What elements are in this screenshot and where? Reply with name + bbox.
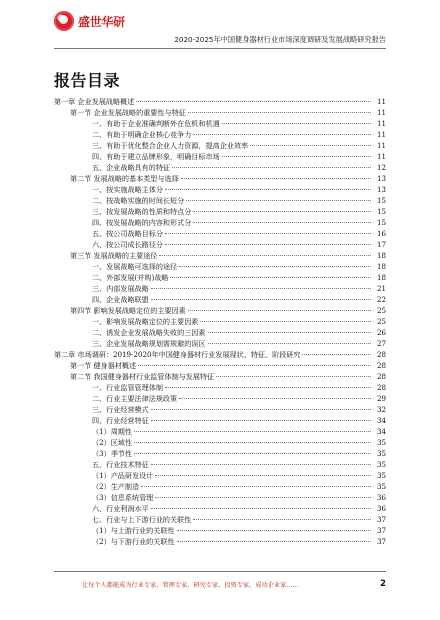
toc-leader-dots — [177, 530, 371, 531]
toc-entry[interactable] — [54, 437, 386, 448]
toc-entry-title: 一、发展战略可选择的途径 — [92, 262, 178, 271]
toc-page-number: 26 — [372, 327, 386, 338]
toc-entry[interactable] — [54, 316, 386, 327]
toc-entry[interactable] — [54, 96, 386, 107]
toc-page-number: 13 — [372, 184, 386, 195]
toc-page-number: 25 — [372, 316, 386, 327]
toc-leader-dots — [172, 167, 371, 168]
toc-page-number: 32 — [372, 404, 386, 415]
toc-entry-title: 三、有助于优化整合企业人力资源，提高企业效率 — [92, 141, 249, 150]
toc-entry[interactable] — [54, 250, 386, 261]
toc-page-number: 27 — [372, 338, 386, 349]
toc-page-number: 28 — [372, 371, 386, 382]
toc-entry-title: 四、企业战略联盟 — [92, 295, 149, 304]
toc-entry-title: 三、内部发展战略 — [92, 284, 149, 293]
toc-leader-dots — [165, 387, 371, 388]
toc-leader-dots — [216, 376, 371, 377]
toc-entry-title: 四、行业经营特征 — [92, 416, 149, 425]
page-header — [54, 8, 386, 56]
toc-entry-title: 第一章 企业发展战略概述 — [54, 97, 135, 106]
toc-entry-title: 第四节 影响发展战略定位的主要因素 — [70, 306, 186, 315]
toc-page-number: 28 — [372, 349, 386, 360]
toc-entry[interactable] — [54, 536, 386, 547]
toc-entry-title: （3）季节性 — [92, 449, 132, 458]
toc-page-number: 35 — [372, 470, 386, 481]
toc-entry-title: 一、影响发展战略定位的主要因素 — [92, 317, 199, 326]
toc-entry[interactable] — [54, 360, 386, 371]
toc-leader-dots — [181, 178, 371, 179]
logo-text: 盛世华研 — [78, 14, 125, 29]
toc-entry[interactable] — [54, 404, 386, 415]
toc-leader-dots — [155, 475, 371, 476]
toc-leader-dots — [141, 486, 371, 487]
toc-leader-dots — [165, 233, 371, 234]
report-title: 2020-2025年中国健身器材行业市场深度调研及发展战略研究报告 — [174, 35, 386, 44]
toc-entry[interactable] — [54, 195, 386, 206]
toc-entry-title: （2）区域性 — [92, 438, 132, 447]
toc-leader-dots — [151, 464, 371, 465]
toc-page-number: 16 — [372, 228, 386, 239]
toc-entry-title: 第三节 发展战略的主要途径 — [70, 251, 158, 260]
toc-entry-title: 七、行业与上下游行业的关联性 — [92, 515, 192, 524]
toc-entry[interactable] — [54, 371, 386, 382]
toc-entry-title: 第二节 我国健身器材行业监管体制与发展特征 — [70, 372, 215, 381]
toc-entry-title: 一、有助于企业准确判断外在危机和机遇 — [92, 119, 220, 128]
toc-entry[interactable] — [54, 514, 386, 525]
toc-leader-dots — [179, 398, 371, 399]
page-number: 2 — [380, 578, 386, 588]
toc-leader-dots — [159, 255, 371, 256]
toc-entry-title: 二、外部发展(并购)战略 — [92, 273, 169, 282]
toc-entry[interactable] — [54, 503, 386, 514]
toc-page-number: 35 — [372, 459, 386, 470]
toc-page-number: 11 — [372, 96, 386, 107]
toc-leader-dots — [165, 244, 371, 245]
toc-leader-dots — [193, 211, 371, 212]
toc-entry[interactable] — [54, 129, 386, 140]
toc-page-number: 11 — [372, 151, 386, 162]
toc-entry-title: 五、企业战略具有的特征 — [92, 163, 171, 172]
toc-leader-dots — [222, 156, 371, 157]
toc-page-number: 35 — [372, 437, 386, 448]
toc-entry-title: 二、诱发企业发展战略失败的三因素 — [92, 328, 206, 337]
toc-page-number: 15 — [372, 206, 386, 217]
toc-page-number: 34 — [372, 415, 386, 426]
toc-entry-title: 六、按公司成长路径分 — [92, 240, 163, 249]
toc-leader-dots — [193, 222, 371, 223]
toc-entry[interactable] — [54, 118, 386, 129]
toc-entry[interactable] — [54, 415, 386, 426]
toc-page-number: 18 — [372, 272, 386, 283]
toc-leader-dots — [151, 288, 371, 289]
toc-entry[interactable] — [54, 206, 386, 217]
toc-leader-dots — [151, 409, 371, 410]
toc-leader-dots — [208, 343, 372, 344]
toc-entry-title: 一、行业监管管理体制 — [92, 383, 163, 392]
toc-leader-dots — [222, 123, 371, 124]
toc-entry[interactable] — [54, 459, 386, 470]
toc-entry[interactable] — [54, 173, 386, 184]
toc-page-number: 37 — [372, 525, 386, 536]
toc-leader-dots — [165, 189, 371, 190]
toc-page-number: 22 — [372, 294, 386, 305]
toc-page-number: 13 — [372, 173, 386, 184]
toc-page-number: 36 — [372, 503, 386, 514]
toc-page-number: 35 — [372, 448, 386, 459]
toc-leader-dots — [200, 321, 371, 322]
toc-leader-dots — [186, 200, 371, 201]
footer-slogan: 让每个人都能成为行业专家、管理专家、研究专家、投资专家、成功企业家…… — [82, 582, 299, 589]
toc-entry[interactable] — [54, 107, 386, 118]
toc-entry-title: 四、按发展战略的内容和形式分 — [92, 218, 192, 227]
toc-entry[interactable] — [54, 305, 386, 316]
toc-entry[interactable] — [54, 426, 386, 437]
toc-leader-dots — [193, 519, 371, 520]
toc-entry-title: 第一节 企业发展战略的重要性与特征 — [70, 108, 186, 117]
toc-page-number: 28 — [372, 360, 386, 371]
toc-entry-title: 三、企业发展战略规划需规避的误区 — [92, 339, 206, 348]
table-of-contents — [54, 96, 386, 547]
toc-page-number: 17 — [372, 239, 386, 250]
toc-leader-dots — [136, 101, 371, 102]
toc-entry-title: 二、行业主要法律法规政策 — [92, 394, 178, 403]
toc-leader-dots — [193, 134, 371, 135]
toc-entry-title: （1）与上游行业的关联性 — [92, 526, 175, 535]
toc-entry[interactable] — [54, 338, 386, 349]
toc-entry[interactable] — [54, 481, 386, 492]
toc-entry[interactable] — [54, 239, 386, 250]
toc-entry[interactable] — [54, 525, 386, 536]
toc-entry[interactable] — [54, 140, 386, 151]
toc-leader-dots — [208, 332, 372, 333]
toc-entry[interactable] — [54, 261, 386, 272]
toc-entry[interactable] — [54, 448, 386, 459]
toc-entry[interactable] — [54, 162, 386, 173]
toc-entry[interactable] — [54, 349, 386, 360]
toc-entry-title: （2）与下游行业的关联性 — [92, 537, 175, 546]
toc-page-number: 28 — [372, 382, 386, 393]
toc-page-number: 29 — [372, 393, 386, 404]
toc-leader-dots — [250, 145, 371, 146]
company-logo — [54, 8, 132, 34]
toc-entry[interactable] — [54, 283, 386, 294]
toc-page-number: 37 — [372, 514, 386, 525]
toc-page-number: 12 — [372, 162, 386, 173]
toc-page-number: 18 — [372, 261, 386, 272]
toc-entry[interactable] — [54, 272, 386, 283]
toc-entry-title: 六、行业利润水平 — [92, 504, 149, 513]
toc-page-number: 15 — [372, 195, 386, 206]
toc-page-number: 11 — [372, 140, 386, 151]
toc-leader-dots — [188, 310, 371, 311]
page-title: 报告目录 — [54, 71, 121, 90]
toc-page-number: 34 — [372, 426, 386, 437]
toc-entry[interactable] — [54, 228, 386, 239]
toc-page-number: 18 — [372, 250, 386, 261]
header-divider — [54, 48, 386, 49]
toc-entry-title: 三、按发展战略的性质和特点分 — [92, 207, 192, 216]
toc-leader-dots — [177, 541, 371, 542]
toc-entry-title: 一、按实施战略主体分 — [92, 185, 163, 194]
toc-entry-title: （1）产品研发设计 — [92, 471, 154, 480]
toc-page-number: 11 — [372, 129, 386, 140]
toc-entry-title: 第二节 发展战略的基本类型与选择 — [70, 174, 179, 183]
toc-page-number: 37 — [372, 536, 386, 547]
toc-leader-dots — [302, 354, 371, 355]
toc-leader-dots — [138, 365, 371, 366]
toc-leader-dots — [170, 277, 371, 278]
toc-page-number: 36 — [372, 492, 386, 503]
toc-entry-title: 第二章 市场调研：2019-2020年中国健身器材行业发展现状、特征、阶段研究 — [54, 350, 301, 359]
toc-entry[interactable] — [54, 382, 386, 393]
toc-entry-title: 四、有助于建立品牌形象，明确目标市场 — [92, 152, 220, 161]
toc-entry[interactable] — [54, 470, 386, 481]
toc-entry-title: 二、有助于明确企业核心竞争力 — [92, 130, 192, 139]
toc-entry-title: 第一节 健身器材概述 — [70, 361, 137, 370]
toc-leader-dots — [155, 497, 371, 498]
toc-page-number: 21 — [372, 283, 386, 294]
toc-entry[interactable] — [54, 492, 386, 503]
footer-divider — [54, 571, 386, 572]
toc-page-number: 15 — [372, 217, 386, 228]
toc-page-number: 35 — [372, 481, 386, 492]
toc-leader-dots — [151, 299, 371, 300]
toc-entry-title: 五、按公司战略目标分 — [92, 229, 163, 238]
toc-entry[interactable] — [54, 217, 386, 228]
toc-page-number: 11 — [372, 118, 386, 129]
toc-page-number: 25 — [372, 305, 386, 316]
toc-leader-dots — [151, 508, 371, 509]
toc-entry[interactable] — [54, 294, 386, 305]
toc-leader-dots — [151, 420, 371, 421]
toc-leader-dots — [179, 266, 371, 267]
toc-entry[interactable] — [54, 327, 386, 338]
toc-entry[interactable] — [54, 393, 386, 404]
toc-leader-dots — [134, 453, 371, 454]
toc-leader-dots — [188, 112, 371, 113]
toc-leader-dots — [134, 442, 371, 443]
toc-entry[interactable] — [54, 184, 386, 195]
toc-entry-title: （3）信息系统管理 — [92, 493, 154, 502]
toc-entry[interactable] — [54, 151, 386, 162]
toc-leader-dots — [134, 431, 371, 432]
logo-emblem-icon — [54, 11, 74, 31]
toc-entry-title: （2）生产制造 — [92, 482, 140, 491]
toc-entry-title: 二、按战略实施的时间长短分 — [92, 196, 185, 205]
toc-entry-title: 五、行业技术特征 — [92, 460, 149, 469]
toc-entry-title: 三、行业经营模式 — [92, 405, 149, 414]
toc-page-number: 11 — [372, 107, 386, 118]
toc-entry-title: （1）周期性 — [92, 427, 132, 436]
